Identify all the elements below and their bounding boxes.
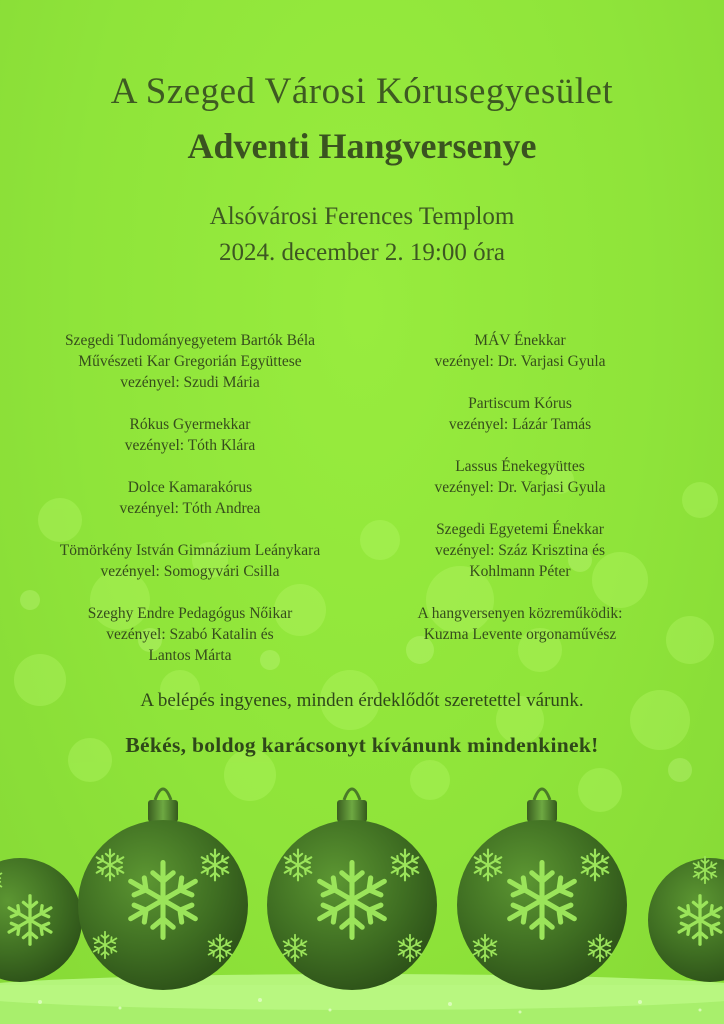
choir-entry: [360, 393, 680, 435]
choir-entry: [40, 477, 340, 519]
choir-line: Partiscum Kórus: [468, 395, 572, 412]
venue: Alsóvárosi Ferences Templom: [209, 203, 515, 230]
choir-entry: [40, 540, 340, 582]
ornament-ball: [0, 858, 82, 982]
ornament-ball: [78, 789, 248, 990]
choir-line: Rókus Gyermekkar: [129, 416, 251, 433]
choir-line: Tömörkény István Gimnázium Leánykara: [59, 542, 321, 559]
choir-entry: [40, 603, 340, 666]
conductor-line: vezényel: Szabó Katalin és: [106, 626, 274, 643]
conductor-line: vezényel: Dr. Varjasi Gyula: [434, 353, 606, 370]
christmas-wish: Békés, boldog karácsonyt kívánunk mindenkinek!: [125, 733, 599, 757]
choir-entry: [360, 330, 680, 372]
choir-list-right: [360, 330, 680, 666]
ornament-ball: [648, 857, 724, 982]
conductor-line: vezényel: Szudi Mária: [120, 374, 260, 391]
ornaments-illustration: [0, 770, 724, 1024]
choir-list-left: [40, 330, 340, 687]
choir-line: MÁV Énekkar: [474, 332, 566, 349]
choir-entry: [40, 330, 340, 393]
choir-line: Szegedi Tudományegyetem Bartók Béla: [64, 332, 316, 349]
title-line-1: A Szeged Városi Kórusegyesület: [110, 71, 614, 112]
conductor-line: Lantos Márta: [148, 647, 232, 664]
choir-line: Művészeti Kar Gregorián Együttese: [78, 353, 302, 370]
ornament-ball: [267, 789, 437, 990]
conductor-line: vezényel: Tóth Klára: [124, 437, 256, 454]
choir-line: Lassus Énekegyüttes: [455, 458, 585, 475]
choir-entry: [40, 414, 340, 456]
performer-line: A hangversenyen közreműködik:: [417, 605, 623, 622]
choir-line: Szeghy Endre Pedagógus Nőikar: [87, 605, 293, 622]
ornament-ball: [457, 789, 627, 990]
choir-entry: [360, 519, 680, 582]
choir-line: Szegedi Egyetemi Énekkar: [436, 521, 604, 538]
conductor-line: Kohlmann Péter: [469, 563, 571, 580]
choir-line: Dolce Kamarakórus: [127, 479, 253, 496]
conductor-line: vezényel: Somogyvári Csilla: [100, 563, 280, 580]
conductor-line: vezényel: Száz Krisztina és: [435, 542, 605, 559]
performer-entry: [360, 603, 680, 645]
performer-line: Kuzma Levente orgonaművész: [423, 626, 617, 643]
event-date: 2024. december 2. 19:00 óra: [218, 239, 506, 266]
conductor-line: vezényel: Dr. Varjasi Gyula: [434, 479, 606, 496]
conductor-line: vezényel: Tóth Andrea: [119, 500, 261, 517]
conductor-line: vezényel: Lázár Tamás: [448, 416, 592, 433]
entry-note: A belépés ingyenes, minden érdeklődőt szeretettel várunk.: [140, 690, 584, 711]
choir-entry: [360, 456, 680, 498]
title-line-2: Adventi Hangversenye: [187, 126, 537, 166]
